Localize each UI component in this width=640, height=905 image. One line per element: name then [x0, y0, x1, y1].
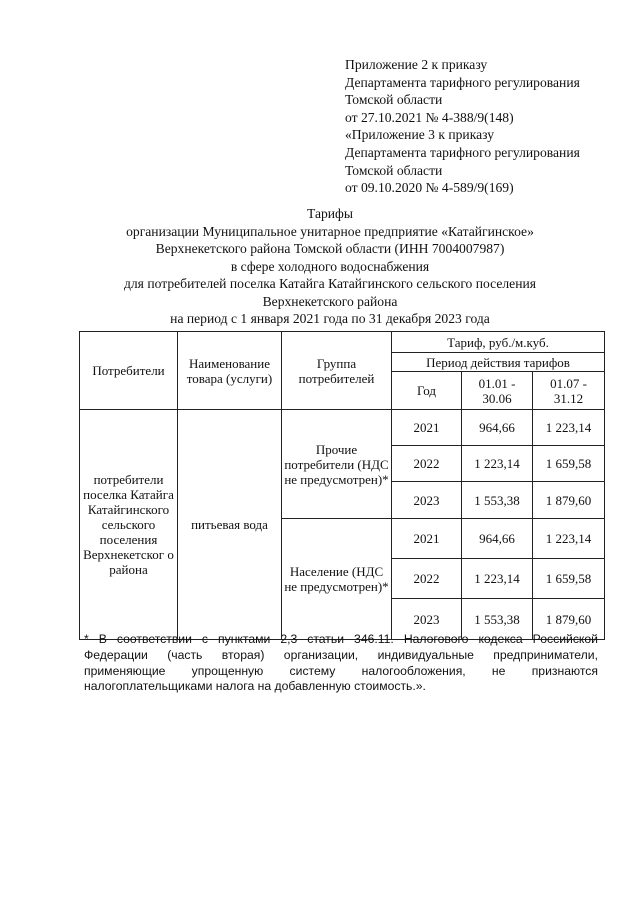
header-year: Год [392, 372, 462, 410]
appendix-line: от 27.10.2021 № 4-388/9(148) [345, 109, 514, 125]
year-cell: 2022 [392, 446, 462, 482]
tariff-cell: 1 223,14 [462, 446, 533, 482]
title-line: на период с 1 января 2021 года по 31 декабря 2023 года [170, 311, 490, 326]
tariff-cell: 1 223,14 [533, 410, 605, 446]
table-row [80, 410, 605, 446]
header-half2: 01.07 - 31.12 [533, 372, 605, 410]
tariff-cell: 1 659,58 [533, 559, 605, 599]
title-line: организации Муниципальное унитарное предприятие «Катайгинское» [126, 223, 534, 239]
year-cell: 2023 [392, 482, 462, 519]
product-cell: питьевая вода [178, 410, 282, 640]
appendix-line: Томской области [345, 162, 443, 178]
year-cell: 2021 [392, 519, 462, 559]
document-title [60, 205, 600, 328]
tariff-cell: 1 879,60 [533, 482, 605, 519]
footnote: * В соответствии с пунктами 2,3 статьи 346.11. Налогового кодекса Российской Федерации (часть вторая) организации, индивидуальные предприниматели, применяющие упрощенную систему налогообложения, не признаются налогоплательщиками налога на добавленную стоимость.». [84, 632, 598, 694]
appendix-line: Департамента тарифного регулирования [345, 74, 580, 90]
header-product: Наименование товара (услуги) [178, 332, 282, 410]
tariff-cell: 1 223,14 [462, 559, 533, 599]
year-cell: 2021 [392, 410, 462, 446]
tariff-cell: 1 659,58 [533, 446, 605, 482]
title-line: Верхнекетского района Томской области (ИНН 7004007987) [155, 241, 505, 256]
header-period: Период действия тарифов [392, 353, 605, 372]
title-line: Тарифы [306, 206, 353, 221]
appendix-line: «Приложение 3 к приказу [345, 127, 495, 143]
table-header-row [80, 332, 605, 353]
header-consumers: Потребители [80, 332, 178, 410]
header-tariff: Тариф, руб./м.куб. [392, 332, 605, 353]
header-half1: 01.01 - 30.06 [462, 372, 533, 410]
appendix-reference [345, 56, 635, 197]
tariff-cell: 964,66 [462, 410, 533, 446]
consumer-cell: потребители поселка Катайга Катайгинского сельского поселения Верхнекетског о района [80, 410, 178, 640]
appendix-line: Томской области [345, 92, 443, 108]
appendix-line: от 09.10.2020 № 4-589/9(169) [345, 180, 514, 196]
tariff-cell: 1 223,14 [533, 519, 605, 559]
year-cell: 2022 [392, 559, 462, 599]
title-line: для потребителей поселка Катайга Катайгинского сельского поселения [123, 276, 537, 291]
appendix-line: Приложение 2 к приказу [345, 57, 488, 72]
year-cell: 2023 [392, 599, 462, 640]
title-line: в сфере холодного водоснабжения [230, 258, 430, 274]
group-cell: Население (НДС не предусмотрен)* [282, 519, 392, 640]
title-line: Верхнекетского района [262, 293, 398, 309]
group-cell: Прочие потребители (НДС не предусмотрен)* [282, 410, 392, 519]
appendix-line: Департамента тарифного регулирования [345, 144, 580, 160]
tariff-cell: 1 553,38 [462, 599, 533, 640]
tariff-cell: 964,66 [462, 519, 533, 559]
tariff-table [79, 331, 605, 640]
tariff-cell: 1 553,38 [462, 482, 533, 519]
header-group: Группа потребителей [282, 332, 392, 410]
tariff-cell: 1 879,60 [533, 599, 605, 640]
